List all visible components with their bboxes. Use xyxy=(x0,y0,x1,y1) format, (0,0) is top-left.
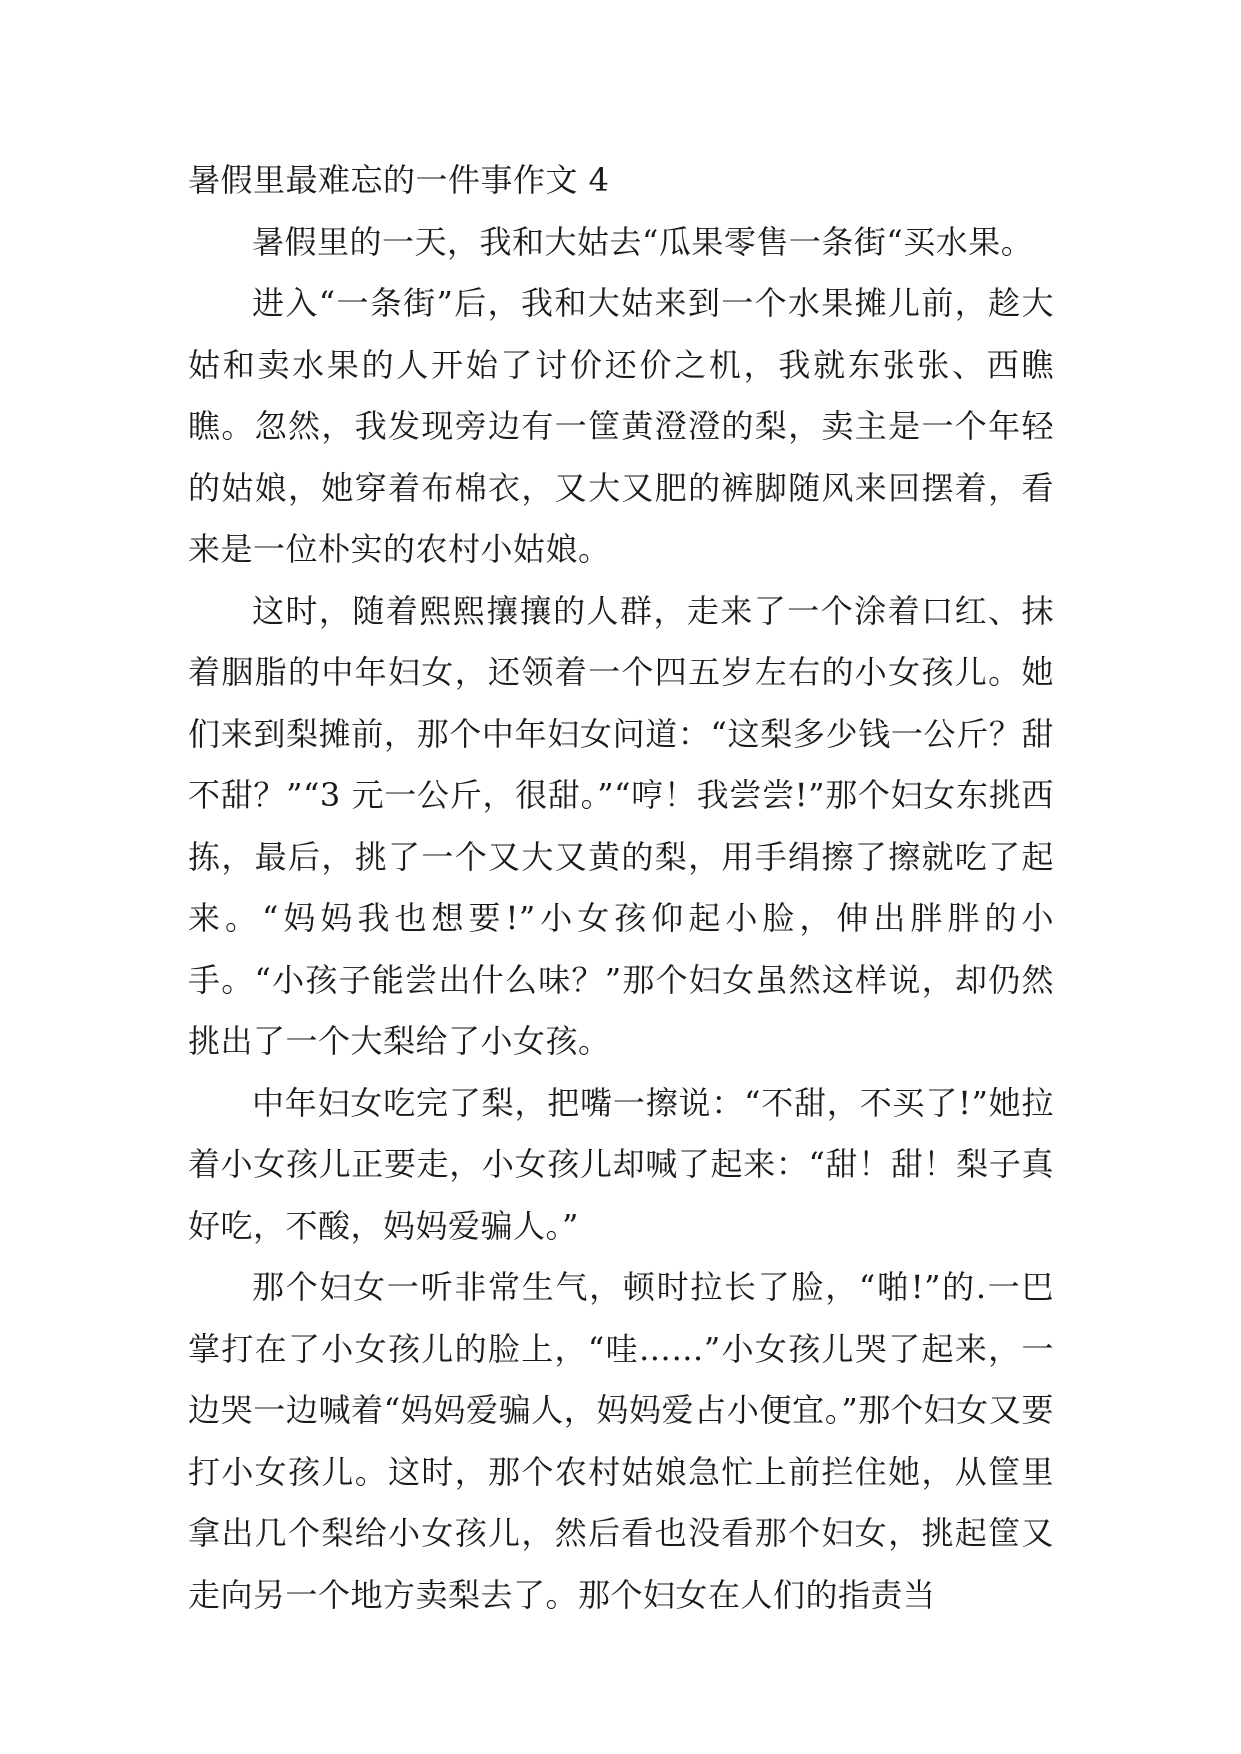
paragraph: 暑假里的一天，我和大姑去“瓜果零售一条街“买水果。 xyxy=(252,222,1034,261)
paragraph: 那个妇女一听非常生气，顿时拉长了脸，“啪!”的.一巴掌打在了小女孩儿的脸上，“哇……”小女孩儿哭了起来，一边哭一边喊着“妈妈爱骗人，妈妈爱占小便宜。”那个妇女又要打小女孩儿。这时，那个农村姑娘急忙上前拦住她，从筐里拿出几个梨给小女孩儿，然后看也没看那个妇女，挑起筐又走向另一个地方卖梨去了。那个妇女在人们的指责当 xyxy=(188,1268,1054,1614)
paragraph: 这时，随着熙熙攘攘的人群，走来了一个涂着口红、抹着胭脂的中年妇女，还领着一个四五岁左右的小女孩儿。她们来到梨摊前，那个中年妇女问道：“这梨多少钱一公斤？甜不甜？”“3 元一公斤，很甜。”“哼！我尝尝!”那个妇女东挑西拣，最后，挑了一个又大又黄的梨，用手绢擦了擦就吃了起来。“妈妈我也想要!”小女孩仰起小脸，伸出胖胖的小手。“小孩子能尝出什么味？”那个妇女虽然这样说，却仍然挑出了一个大梨给了小女孩。 xyxy=(188,591,1054,1060)
paragraph: 进入“一条街”后，我和大姑来到一个水果摊儿前，趁大姑和卖水果的人开始了讨价还价之机，我就东张张、西瞧瞧。忽然，我发现旁边有一筐黄澄澄的梨，卖主是一个年轻的姑娘，她穿着布棉衣，又大又肥的裤脚随风来回摆着，看来是一位朴实的农村小姑娘。 xyxy=(188,284,1054,568)
paragraph: 中年妇女吃完了梨，把嘴一擦说：“不甜，不买了!”她拉着小女孩儿正要走，小女孩儿却喊了起来：“甜！甜！梨子真好吃，不酸，妈妈爱骗人。” xyxy=(188,1083,1054,1245)
document-title: 暑假里最难忘的一件事作文 4 xyxy=(188,161,610,199)
document-body xyxy=(188,150,1054,1626)
